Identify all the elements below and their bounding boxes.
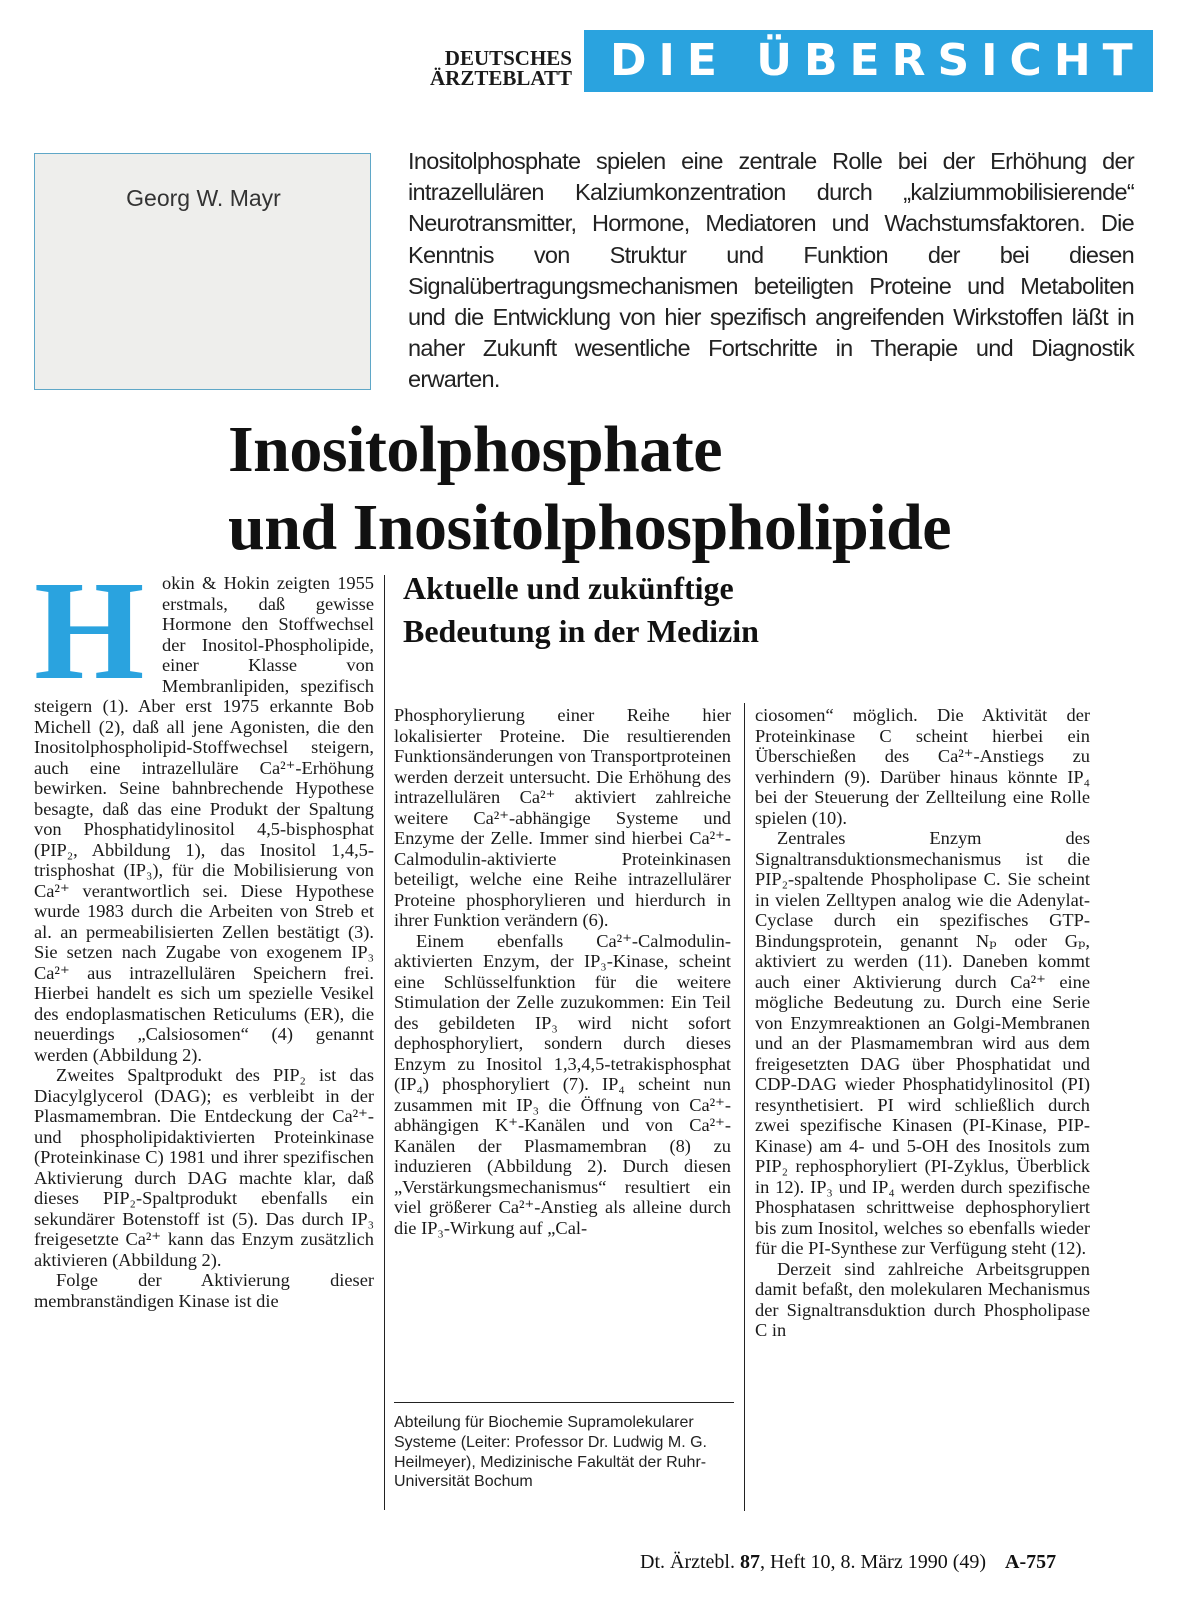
paragraph: Folge der Aktivierung dieser membranständigen Kinase ist die xyxy=(34,1270,374,1311)
body-column-1 xyxy=(34,551,374,1311)
column-rule xyxy=(384,575,385,1510)
paragraph: ciosomen“ möglich. Die Aktivität der Proteinkinase C scheint hierbei ein Überschießen des Ca²⁺-Anstiegs zu verhindern (9). Darüber hinaus könnte IP₄ bei der Steuerung der Zellteilung eine Rolle spielen (10). xyxy=(755,705,1090,828)
paragraph: Zweites Spaltprodukt des PIP₂ ist das Diacylglycerol (DAG); es verbleibt in der Plasmamembran. Die Entdeckung der Ca²⁺- und phospholipidaktivierten Proteinkinase (Proteinkinase C) 1981 und ihrer spezifischen Aktivierung durch DAG machte klar, daß dieses PIP₂-Spaltprodukt ebenfalls ein sekundärer Botenstoff ist (5). Das durch IP₃ freigesetzte Ca²⁺ kann das Enzym zusätzlich aktivieren (Abbildung 2). xyxy=(34,1065,374,1270)
footer-issue: , Heft 10, 8. März 1990 (49) xyxy=(759,1551,987,1573)
section-banner xyxy=(584,30,1153,92)
title-line2: und Inositolphospholipide xyxy=(228,491,952,564)
title-line1: Inositolphosphate xyxy=(228,413,723,486)
affiliation-rule xyxy=(394,1402,734,1403)
author-box xyxy=(34,153,371,390)
paragraph: Einem ebenfalls Ca²⁺-Calmodulin-aktivierten Enzym, der IP₃-Kinase, scheint eine Schlüsselfunktion für die weitere Stimulation der Zelle zuzukommen: Ein Teil des gebildeten IP₃ wird nicht sofort dephosphoryliert, sondern durch dieses Enzym zu Inositol 1,3,4,5-tetrakisphosphat (IP₄) phosphoryliert (7). IP₄ scheint nun zusammen mit IP₃ die Öffnung von Ca²⁺-abhängigen K⁺-Kanälen und von Ca²⁺-Kanälen der Plasmamembran (8) zu induzieren (Abbildung 2). Durch diesen „Verstärkungsmechanismus“ resultiert ein viel größerer Ca²⁺-Anstieg als alleine durch die IP₃-Wirkung auf „Cal- xyxy=(394,930,731,1238)
author-affiliation: Abteilung für Biochemie Supramolekularer Systeme (Leiter: Professor Dr. Ludwig M. G. Heilmeyer), Medizinische Fakultät der Ruhr-Universität Bochum xyxy=(394,1414,707,1491)
body-column-3 xyxy=(755,705,1090,1341)
paragraph-text: okin & Hokin zeigten 1955 erstmals, daß gewisse Hormone den Stoffwechsel der Inositol-Phospholipide, einer Klasse von Membranlipiden, spezifisch steigern (1). Aber erst 1975 erkannte Bob Michell (2), daß all jene Agonisten, die den Inositolphospholipid-Stoffwechsel steigern, auch eine intrazelluläre Ca²⁺-Erhöhung bewirken. Seine bahnbrechende Hypothese besagte, daß das eine Produkt der Spaltung von Phosphatidylinositol 4,5-bisphosphat (PIP₂, Abbildung 1), das Inositol 1,4,5-trisphoshat (IP₃), für die Mobilisierung von Ca²⁺ verantwortlich sei. Diese Hypothese wurde 1983 durch die Arbeiten von Streb et al. an permeabilisierten Zellen bestätigt (3). Sie setzen nach Zugabe von exogenem IP₃ Ca²⁺ aus intrazellulären Speichern frei. Hierbei handelt es sich um spezielle Vesikel des endoplasmatischen Reticulums (ER), die neuerdings „Calsiosomen“ (4) genannt werden (Abbildung 2). xyxy=(34,573,374,1065)
article-title xyxy=(228,411,1158,567)
subtitle-line1: Aktuelle und zukünftige xyxy=(403,570,734,606)
journal-name-line2: ÄRZTEBLATT xyxy=(430,66,572,90)
column-rule xyxy=(744,703,745,1511)
subtitle-line2: Bedeutung in der Medizin xyxy=(403,613,759,649)
paragraph: Zentrales Enzym des Signaltransduktionsmechanismus ist die PIP₂-spaltende Phospholipase C. Sie scheint in vielen Zelltypen analog wie die Adenylat-Cyclase durch ein spezifisches GTP-Bindungsprotein, genannt Nₚ oder Gₚ, aktiviert zu werden (11). Daneben kommt auch einer Aktivierung durch Ca²⁺ eine mögliche Bedeutung zu. Durch eine Serie von Enzymreaktionen an Golgi-Membranen und an der Plasmamembran wird aus dem freigesetzten DAG über Phosphatidat und CDP-DAG wieder Phosphatidylinositol (PI) resynthetisiert. PI wird schließlich durch zwei spezifische Kinasen (PI-Kinase, PIP-Kinase) am 4- und 5-OH des Inositols zum PIP₂ rephosphoryliert (PI-Zyklus, Überblick in 12). IP₃ und IP₄ werden durch spezifische Phosphatasen schrittweise dephosphoryliert bis zum Inositol, welches so ebenfalls wieder für die PI-Synthese zur Verfügung steht (12). xyxy=(755,828,1090,1258)
paragraph: Phosphorylierung einer Reihe hier lokalisierter Proteine. Die resultierenden Funktionsänderungen von Transportproteinen werden derzeit untersucht. Die Erhöhung des intrazellulären Ca²⁺ aktiviert zahlreiche weitere Ca²⁺-abhängige Systeme und Enzyme der Zelle. Immer sind hierbei Ca²⁺-Calmodulin-aktivierte Proteinkinasen beteiligt, welche eine Reihe intrazellulärer Proteine phosphorylieren und hierdurch in ihrer Funktion verändern (6). xyxy=(394,705,731,930)
author-name: Georg W. Mayr xyxy=(126,185,281,211)
page-footer xyxy=(640,1551,1092,1574)
page-number: A-757 xyxy=(1005,1551,1057,1573)
section-label: DIE ÜBERSICHT xyxy=(610,35,1145,86)
journal-name-line1: DEUTSCHES xyxy=(444,46,572,70)
drop-cap: H xyxy=(34,551,145,709)
journal-masthead xyxy=(404,48,572,88)
paragraph xyxy=(34,551,374,1065)
body-column-2 xyxy=(394,705,731,1238)
abstract: Inositolphosphate spielen eine zentrale Rolle bei der Erhöhung der intrazellulären Kalziumkonzentration durch „kalziummobilisierende“ Neurotransmitter, Hormone, Mediatoren und Wachstumsfaktoren. Die Kenntnis von Struktur und Funktion der bei diesen Signalübertragungsmechanismen beteiligten Proteine und Metaboliten und die Entwicklung von hier spezifisch angreifenden Wirkstoffen läßt in naher Zukunft wesentliche Fortschritte in Therapie und Diagnostik erwarten. xyxy=(408,148,1134,393)
article-subtitle xyxy=(403,567,1143,653)
footer-journal: Dt. Ärztebl. xyxy=(640,1551,735,1573)
paragraph: Derzeit sind zahlreiche Arbeitsgruppen damit befaßt, den molekularen Mechanismus der Signaltransduktion durch Phospholipase C in xyxy=(755,1258,1090,1340)
footer-volume: 87 xyxy=(739,1551,760,1573)
